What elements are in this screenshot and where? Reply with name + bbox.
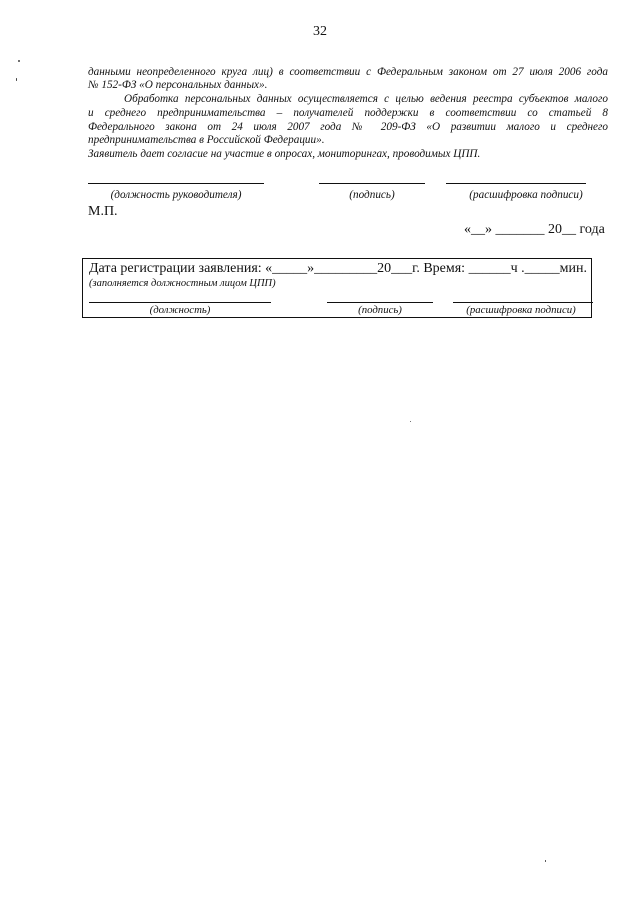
- reg-position-caption: (должность): [149, 304, 211, 316]
- reg-signature-caption: (подпись): [358, 304, 402, 316]
- reg-decoding-caption: (расшифровка подписи): [466, 304, 576, 316]
- scan-speck: [18, 60, 20, 62]
- registration-note: (заполняется должностным лицом ЦПП): [89, 278, 276, 289]
- paragraph-line-6: предпринимательства в Российской Федерации».: [88, 134, 325, 146]
- paragraph-line-1: данными неопределенного круга лиц) в соответствии с Федеральным законом от 27 июля 2006 года: [88, 66, 608, 78]
- stamp-placeholder: М.П.: [88, 204, 118, 219]
- paragraph-line-7: Заявитель дает согласие на участие в опросах, мониторингах, проводимых ЦПП.: [88, 148, 481, 160]
- registration-title: Дата регистрации заявления: «_____»_________20___г. Время: ______ч ._____мин.: [89, 261, 587, 276]
- paragraph-line-3: Обработка персональных данных осуществляется с целью ведения реестра субъектов малого: [124, 93, 608, 105]
- scan-speck: [410, 421, 411, 422]
- decoding-caption: (расшифровка подписи): [469, 189, 583, 201]
- reg-position-line: [89, 302, 271, 303]
- page-number: 32: [313, 24, 327, 39]
- paragraph-line-4: и среднего предпринимательства – получателей поддержки в соответствии со статьей 8: [88, 107, 608, 119]
- reg-decoding-line: [453, 302, 593, 303]
- position-caption: (должность руководителя): [110, 189, 242, 201]
- paragraph-line-5: Федерального закона от 24 июля 2007 года № 209-ФЗ «О развитии малого и среднего: [88, 121, 608, 133]
- decoding-line: [446, 183, 586, 184]
- signature-caption: (подпись): [349, 189, 395, 201]
- registration-box: [82, 258, 592, 318]
- scan-speck: [16, 78, 17, 81]
- date-line: «__» _______ 20__ года: [464, 222, 605, 237]
- reg-signature-line: [327, 302, 433, 303]
- signature-line: [319, 183, 425, 184]
- scan-speck: [545, 860, 546, 862]
- position-line: [88, 183, 264, 184]
- paragraph-line-2: № 152-ФЗ «О персональных данных».: [88, 79, 268, 91]
